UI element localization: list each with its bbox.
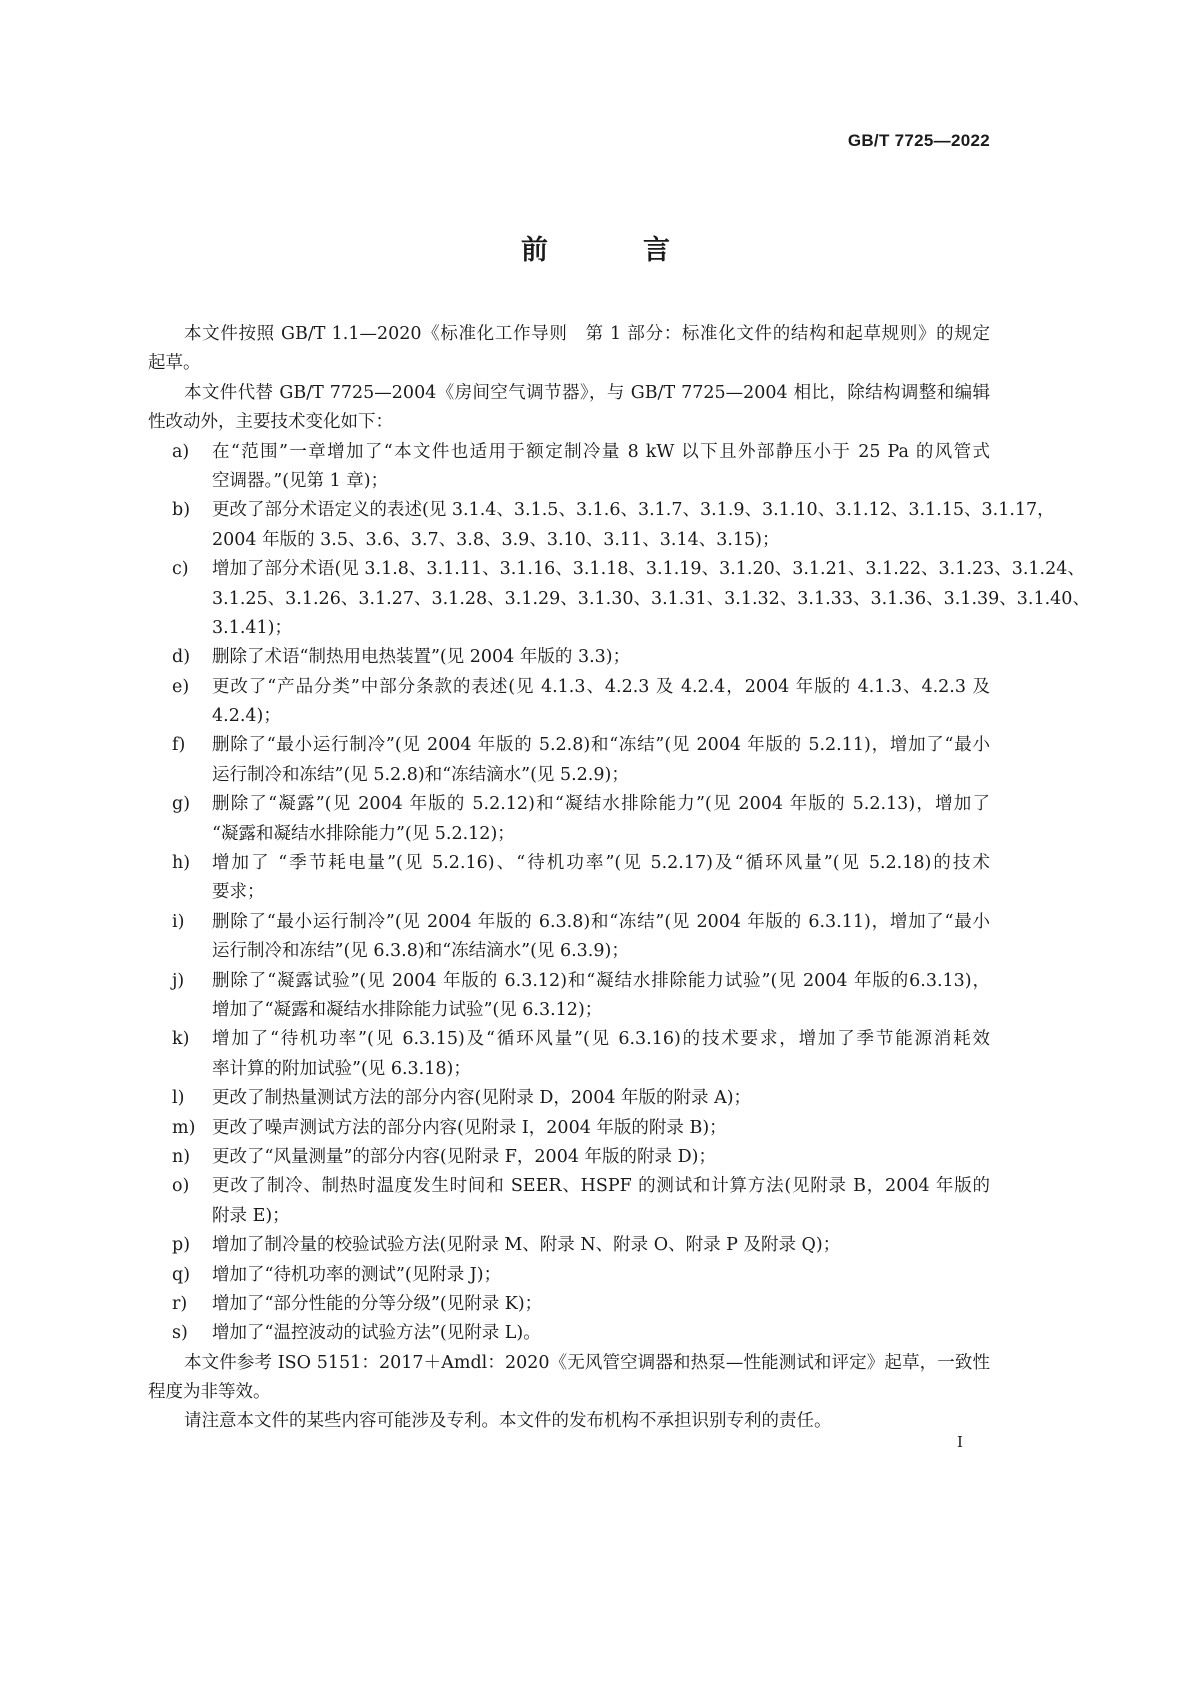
- text-line: 本文件代替 GB/T 7725—2004《房间空气调节器》，与 GB/T 7725—2004 相比，除结构调整和编辑: [184, 382, 990, 403]
- text-line: 增加了“部分性能的分等分级”(见附录 K)；: [212, 1293, 543, 1314]
- page-title: 前 言: [521, 235, 704, 266]
- list-item: [148, 967, 990, 1026]
- text-line: 率计算的附加试验”(见 6.3.18)；: [212, 1058, 471, 1079]
- list-item: [148, 1114, 990, 1143]
- list-item-label: n): [172, 1146, 191, 1167]
- paragraph: [148, 320, 990, 379]
- list-item: [148, 1143, 990, 1172]
- list-item-label: k): [172, 1029, 190, 1050]
- list-item-label: l): [172, 1088, 185, 1109]
- list-item: [148, 731, 990, 790]
- list-item: [148, 790, 990, 849]
- list-item-label: g): [172, 794, 191, 815]
- text-line: 更改了制热量测试方法的部分内容(见附录 D，2004 年版的附录 A)；: [212, 1088, 752, 1109]
- page-number: I: [957, 1433, 963, 1451]
- text-line: 起草。: [148, 353, 201, 374]
- text-line: 3.1.41)；: [212, 617, 292, 638]
- text-line: 删除了术语“制热用电热装置”(见 2004 年版的 3.3)；: [212, 647, 631, 668]
- text-line: 在“范围”一章增加了“本文件也适用于额定制冷量 8 kW 以下且外部静压小于 25 Pa 的风管式: [212, 441, 990, 462]
- list-item: [148, 1290, 990, 1319]
- list-item: [148, 555, 1090, 643]
- text-line: 运行制冷和冻结”(见 6.3.8)和“冻结滴水”(见 6.3.9)；: [212, 941, 629, 962]
- text-line: 删除了“最小运行制冷”(见 2004 年版的 6.3.8)和“冻结”(见 2004 年版的 6.3.11)，增加了“最小: [212, 911, 990, 932]
- list-item-label: q): [172, 1264, 191, 1285]
- list-item: [148, 643, 990, 672]
- text-line: 性改动外，主要技术变化如下：: [148, 412, 393, 433]
- document-body: [148, 320, 1090, 1437]
- list-item-label: p): [172, 1235, 191, 1256]
- list-item: [148, 496, 1055, 555]
- text-line: 4.2.4)；: [212, 706, 281, 727]
- text-line: 增加了制冷量的校验试验方法(见附录 M、附录 N、附录 O、附录 P 及附录 Q)；: [212, 1235, 841, 1256]
- list-item-label: a): [172, 441, 190, 462]
- text-line: 增加了“待机功率的测试”(见附录 J)；: [212, 1264, 502, 1285]
- list-item: [148, 1261, 990, 1290]
- list-item: [148, 1025, 990, 1084]
- list-item-label: s): [172, 1323, 188, 1344]
- text-line: 要求；: [212, 882, 265, 903]
- list-item: [148, 1084, 990, 1113]
- list-item-label: c): [172, 559, 189, 580]
- text-line: 增加了“待机功率”(见 6.3.15)及“循环风量”(见 6.3.16)的技术要求，增加了季节能源消耗效: [212, 1029, 990, 1050]
- list-item: [148, 1319, 990, 1348]
- list-item-label: m): [172, 1117, 196, 1138]
- list-item-label: b): [172, 500, 191, 521]
- list-item: [148, 673, 990, 732]
- text-line: 请注意本文件的某些内容可能涉及专利。本文件的发布机构不承担识别专利的责任。: [184, 1411, 832, 1432]
- list-item: [148, 849, 990, 908]
- list-item-label: o): [172, 1176, 190, 1197]
- text-line: 增加了 “季节耗电量”(见 5.2.16)、“待机功率”(见 5.2.17)及“循环风量”(见 5.2.18)的技术: [212, 853, 990, 874]
- list-item-label: f): [172, 735, 186, 756]
- paragraph: [148, 1349, 990, 1408]
- list-item-label: j): [172, 970, 185, 991]
- text-line: 程度为非等效。: [148, 1382, 271, 1403]
- text-line: 增加了“凝露和凝结水排除能力试验”(见 6.3.12)；: [212, 999, 603, 1020]
- text-line: 运行制冷和冻结”(见 5.2.8)和“冻结滴水”(见 5.2.9)；: [212, 764, 629, 785]
- text-line: 更改了“风量测量”的部分内容(见附录 F，2004 年版的附录 D)；: [212, 1146, 716, 1167]
- list-item-label: r): [172, 1293, 188, 1314]
- list-item-label: e): [172, 676, 190, 697]
- list-item: [148, 1172, 990, 1231]
- list-item-label: d): [172, 647, 191, 668]
- text-line: 本文件参考 ISO 5151：2017＋Amdl：2020《无风管空调器和热泵—性能测试和评定》起草，一致性: [184, 1352, 990, 1373]
- text-line: 3.1.25、3.1.26、3.1.27、3.1.28、3.1.29、3.1.30、3.1.31、3.1.32、3.1.33、3.1.36、3.1.39、3.1.40、: [212, 588, 1090, 609]
- list-item: [148, 438, 990, 497]
- text-line: 空调器。”(见第 1 章)；: [212, 470, 389, 491]
- text-line: 增加了“温控波动的试验方法”(见附录 L)。: [212, 1323, 541, 1344]
- list-item-label: h): [172, 853, 191, 874]
- text-line: 更改了部分术语定义的表述(见 3.1.4、3.1.5、3.1.6、3.1.7、3.1.9、3.1.10、3.1.12、3.1.15、3.1.17，: [212, 500, 1055, 521]
- paragraph: [148, 1407, 990, 1436]
- list-item: [148, 1231, 990, 1260]
- text-line: 增加了部分术语(见 3.1.8、3.1.11、3.1.16、3.1.18、3.1.19、3.1.20、3.1.21、3.1.22、3.1.23、3.1.24、: [212, 559, 1085, 580]
- closing-paragraphs: [148, 1349, 990, 1437]
- text-line: 删除了“凝露”(见 2004 年版的 5.2.12)和“凝结水排除能力”(见 2004 年版的 5.2.13)，增加了: [212, 794, 990, 815]
- text-line: “凝露和凝结水排除能力”(见 5.2.12)；: [212, 823, 515, 844]
- text-line: 更改了“产品分类”中部分条款的表述(见 4.1.3、4.2.3 及 4.2.4，2004 年版的 4.1.3、4.2.3 及: [212, 676, 990, 697]
- text-line: 2004 年版的 3.5、3.6、3.7、3.8、3.9、3.10、3.11、3.14、3.15)；: [212, 529, 780, 550]
- changes-list: [148, 438, 1090, 1349]
- text-line: 附录 E)；: [212, 1205, 290, 1226]
- list-item-label: i): [172, 911, 185, 932]
- text-line: 本文件按照 GB/T 1.1—2020《标准化工作导则 第 1 部分：标准化文件的结构和起草规则》的规定: [184, 324, 990, 344]
- list-item: [148, 908, 990, 967]
- intro-paragraphs: [148, 320, 990, 438]
- text-line: 删除了“凝露试验”(见 2004 年版的 6.3.12)和“凝结水排除能力试验”(见 2004 年版的6.3.13)，: [212, 970, 990, 991]
- text-line: 更改了噪声测试方法的部分内容(见附录 I，2004 年版的附录 B)；: [212, 1117, 727, 1138]
- paragraph: [148, 379, 990, 438]
- standard-number: GB/T 7725—2022: [847, 131, 990, 150]
- text-line: 更改了制冷、制热时温度发生时间和 SEER、HSPF 的测试和计算方法(见附录 B，2004 年版的: [212, 1176, 990, 1197]
- text-line: 删除了“最小运行制冷”(见 2004 年版的 5.2.8)和“冻结”(见 2004 年版的 5.2.11)，增加了“最小: [212, 735, 990, 756]
